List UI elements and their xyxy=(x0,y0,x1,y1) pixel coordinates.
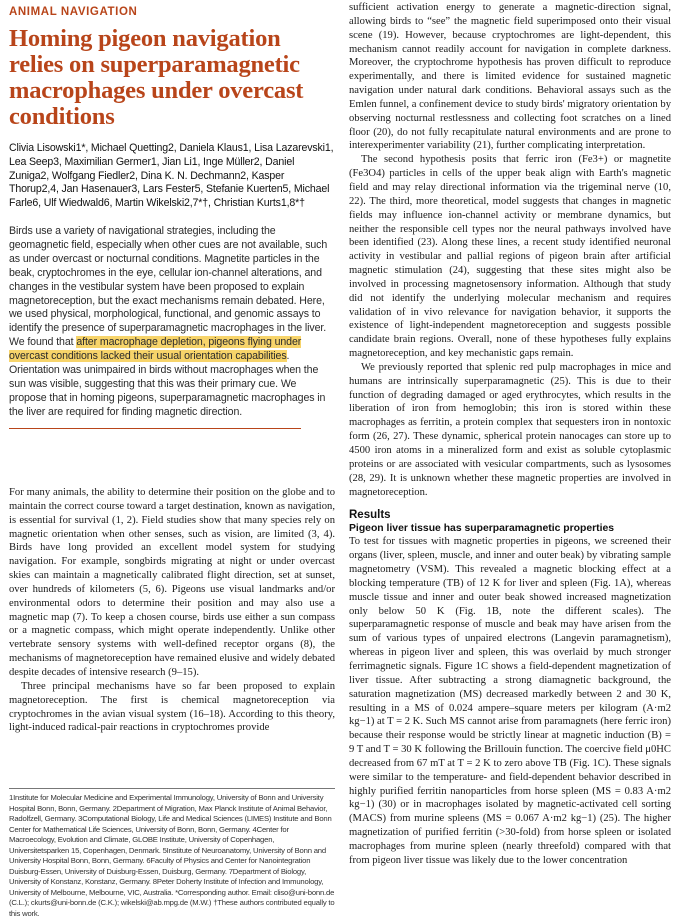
intro-paragraph-2: Three principal mechanisms have so far been proposed to explain magnetoreception. The first is chemical magnetoreception via cryptochromes in the avian visual system (16–18). According to this theory, light-induced radical-pair reactions in cryptochromes provide xyxy=(9,680,335,734)
abstract-text-before: Birds use a variety of navigational strategies, including the geomagnetic field, especially when other cues are not available, such as under overcast or nocturnal conditions. Magnetite particles in the beak, cryptochromes in the eye, cellular ion-channel alterations, and changes in the vestibular system have been proposed to explain magnetoreception, but the exact mechanisms remain debated. Here, we used physical, morphological, functional, and genomic assays to identify the presence of superparamagnetic macrophages in the liver. We found that xyxy=(9,224,328,349)
abstract-text-after: . Orientation was unimpaired in birds without macrophages when the sun was visible, suggesting that this was their primary cue. We propose that in homing pigeons, superparamagnetic macrophages in the liver are required for finding magnetic direction. xyxy=(9,350,326,418)
abstract-highlight: after macrophage depletion, pigeons flying under overcast conditions lacked their usual orientation capabilities xyxy=(9,336,302,363)
results-subheading: Pigeon liver tissue has superparamagnetic properties xyxy=(349,523,615,535)
abstract-divider xyxy=(9,428,301,429)
right-paragraph-2: The second hypothesis posits that ferric iron (Fe3+) or magnetite (Fe3O4) particles in cells of the upper beak align with Earth's magnetic field and may relay directional information via the trigeminal nerve (10, 22). The third, more theoretical, model suggests that changes in magnetic fields may influence ion-channel activity or membrane dynamics, but neither the responsible cell types nor the neural pathways involved have been identified (23). Along these lines, a recent study identified neuronal activity in vestibular and pallial regions of pigeon brain after artificial magnetic stimulation (24), suggesting that these sites might also be involved in processing magnetosensory information. Although that study did not identify the underlying molecular mechanism and requires validation of in vivo relevance for navigation behavior, it supports the existence of light-independent magnetoreception and suggests possible candidate brain regions. Overall, none of these hypotheses fully explains magnetoreception, and key mechanistic gaps remain. xyxy=(349,154,671,360)
right-paragraph-1: sufficient activation energy to generate a magnetic-direction signal, allowing birds to “see” the magnetic field superimposed onto their visual scene (19). However, because cryptochromes are light-dependent, this mechanism cannot readily account for navigation in complete darkness. Moreover, the cryptochrome hypothesis has proven difficult to reproduce experimentally, and there is limited evidence for sustained magnetic navigation under natural dark conditions. Behavioral assays such as the Emlen funnel, a confinement device to study birds' migratory orientation by observing nocturnal restlessness and collecting foot scratches on a lined floor (20), do not fully recapitulate natural environments and are prone to interexperimenter variability (21), further complicating interpretation. xyxy=(349,2,671,152)
left-body-text xyxy=(9,486,335,735)
article-title: Homing pigeon navigation relies on superparamagnetic macrophages under overcast conditions xyxy=(9,25,304,130)
results-heading: Results xyxy=(349,509,391,522)
right-paragraph-3: We previously reported that splenic red pulp macrophages in mice and humans are intrinsically superparamagnetic (25). This is due to their function of degrading damaged or aged erythrocytes, which results in the liberation of iron from hemoglobin; this iron is stored within these macrophages as ferritin, a protein complex that sequesters iron in nontoxic form (26, 27). These dynamic, spherical protein nanocages can store up to 4500 iron atoms in a mineralized form and exist as soluble cytoplasmic proteins or are associated with vesicular compartments, such as lysosomes (28, 29). It is unknown whether these magnetic properties are involved in magnetoreception. xyxy=(349,361,671,498)
author-list: Clivia Lisowski1*, Michael Quetting2, Daniela Klaus1, Lisa Lazarevski1, Lea Seep3, Maximilian Germer1, Jian Li1, Inge Müller2, Daniel Zuniga2, Wolfgang Fiedler2, Dina K. N. Dechmann2, Kasper Thorup2,4, Jan Hasenauer3, Lars Fester5, Stefanie Kuerten5, Michael Farle6, Ulf Wiedwald6, Martin Wikelski2,7*†, Christian Kurts1,8*† xyxy=(9,142,334,210)
section-label: ANIMAL NAVIGATION xyxy=(9,6,138,18)
abstract xyxy=(9,225,335,420)
right-column xyxy=(349,1,671,868)
results-paragraph: To test for tissues with magnetic properties in pigeons, we screened their organs (liver, spleen, muscle, and inner and outer beak) by vibrating sample magnetometry (VSM). This revealed a magnetic blocking effect at a blocking temperature (TB) of 12 K for liver and spleen (Fig. 1A), whereas muscle tissue and inner and outer beak showed increased magnetization only below 50 K (Fig. 1B, note the different scales). The superparamagnetic response of muscle and beak may have arisen from the sum of various types of unpaired electrons (Langevin paramagnetism), whereas in pigeon liver and spleen, this was overlaid by much stronger ferrimagnetic signals. Figure 1C shows a field-dependent magnetization of liver tissue. After subtracting a strong diamagnetic background, the saturation magnetization (MS) decreased markedly between 2 and 30 K, resulting in a MS of 0.024 ampere–square meters per kilogram (A·m2 kg−1) at T = 2 K. Such MS cannot arise from paramagnets (here ferric iron) because their response would be strictly linear at magnetic induction (B) = 9 T and T = 30 K following the Brillouin function. The coercive field μ0HC decreased from 67 mT at T = 2 K to zero above TB (Fig. 1C). These signals were similar to the temperature- and field-dependent behavior described in highly purified ferritin nanoparticles from horse spleen (MS = 0.83 A·m2 kg−1) (30) or in macrophages isolated by magnetic-activated cell sorting (MACS) from murine spleens (MS = 0.067 A·m2 kg−1) (25). The higher magnetization of purified ferritin (>30-fold) from horse spleen or isolated macrophages from murine spleen (nearly threefold) compared with that from pigeon liver tissue was likely due to the lower concentration xyxy=(349,536,671,866)
left-column xyxy=(9,6,335,429)
affiliations-footnote: 1Institute for Molecular Medicine and Experimental Immunology, University of Bonn and University Hospital Bonn, Bonn, Germany. 2Department of Migration, Max Planck Institute of Animal Behavior, Radolfzell, Germany. 3Computational Biology, Life and Medical Sciences (LIMES) Institute and Bonn Center for Mathematical Life Sciences, University of Bonn, Bonn, Germany. 4Center for Macroecology, Evolution and Climate, GLOBE Institute, University of Copenhagen, Universitetsparken 15, Copenhagen, Denmark. 5Institute of Neuroanatomy, University of Bonn and University Hospital Bonn, Bonn, Germany. 6Faculty of Physics and Center for Nanointegration Duisburg-Essen, University of Duisburg-Essen, Duisburg, Germany. 7Department of Biology, University of Konstanz, Konstanz, Germany. 8Peter Doherty Institute of Infection and Immunology, University of Melbourne, Melbourne, VIC, Australia. *Corresponding author. Email: cliso@uni-bonn.de (C.L.); ckurts@uni-bonn.de (C.K.); wikelski@ab.mpg.de (M.W.) †These authors contributed equally to this work. xyxy=(9,788,335,919)
intro-paragraph-1: For many animals, the ability to determine their position on the globe and to maintain the correct course toward a target destination, known as navigation, is essential for survival (1, 2). Field studies show that many species rely on magnetic orientation when other senses, such as vision, are limited (3, 4). Birds have long provided an excellent model system for studying navigation. For example, songbirds migrating at night or under overcast skies can maintain a magnetically calibrated flight direction, set at sunset, over hundreds of kilometers (5, 6). Pigeons use visual landmarks and/or environmental odors to determine their position and may also use a magnetic map (7). To keep a chosen course, birds use either a sun compass or a magnetic compass, which might operate independently. Unlike other vertebrate sensory systems with well-defined receptor organs (8), the mechanisms of magnetoreception have remained elusive and widely debated despite decades of intensive research (9–15). xyxy=(9,487,335,678)
